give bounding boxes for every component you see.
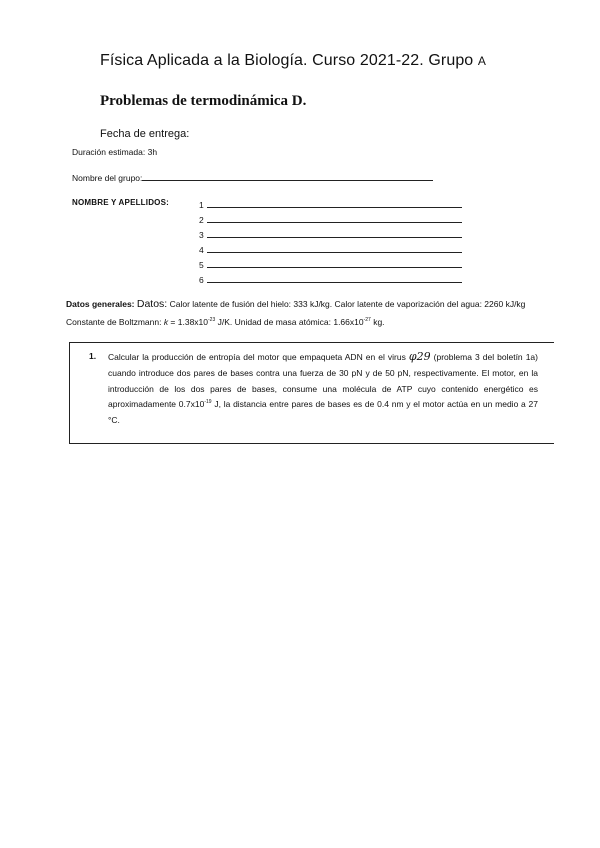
datos-text: = 1.38x10 xyxy=(168,317,208,327)
title-main: Física Aplicada a la Biología. Curso 2021-22. Grupo xyxy=(100,52,474,69)
duracion-label: Duración estimada: 3h xyxy=(72,147,158,157)
name-line[interactable] xyxy=(207,243,462,253)
name-row[interactable] xyxy=(199,258,462,270)
exponent: -19 xyxy=(204,399,212,406)
name-line[interactable] xyxy=(207,213,462,223)
group-name-label: Nombre del grupo: xyxy=(72,173,143,183)
page-title xyxy=(100,52,486,70)
phi29-symbol: φ29 xyxy=(408,350,431,363)
name-row-number: 1 xyxy=(199,200,204,210)
exponent: -27 xyxy=(363,317,371,323)
problem-text: J, la distancia entre pares de bases es de 0.4 nm y el motor actúa en un medio a 27 °C. xyxy=(108,399,539,426)
title-group: A xyxy=(477,54,486,68)
datos-text: J/K. Unidad de masa atómica: 1.66x10 xyxy=(215,317,364,327)
page-subtitle: Problemas de termodinámica D. xyxy=(100,93,307,109)
name-row-number: 6 xyxy=(199,275,204,285)
group-name-field[interactable] xyxy=(72,171,433,183)
name-line[interactable] xyxy=(207,258,462,268)
problem-statement xyxy=(108,349,538,429)
group-name-line[interactable] xyxy=(142,171,433,181)
name-row[interactable] xyxy=(199,213,462,225)
problem-text: (problema 3 del boletín 1a) cuando introduce dos pares de bases contra una fuerza de 30 pN y de 50 pN, respectivamente. El motor, en la introducción de los dos pares de bases, consume una molécula de ATP cuyo contenido energético es aproximadamente 0.7x10 xyxy=(108,352,538,410)
name-row[interactable] xyxy=(199,198,462,210)
problem-number: 1. xyxy=(89,351,97,361)
name-row-number: 4 xyxy=(199,245,204,255)
problem-text: Calcular la producción de entropía del motor que empaqueta ADN en el virus xyxy=(108,352,409,362)
name-row[interactable] xyxy=(199,243,462,255)
boltzmann-symbol: k xyxy=(163,317,169,327)
name-line[interactable] xyxy=(207,198,462,208)
datos-text: Calor latente de fusión del hielo: 333 kJ/kg. Calor latente de vaporización del agua: 2260 kJ/kg Constante de Boltzmann: xyxy=(66,299,526,327)
general-data-paragraph xyxy=(66,295,546,331)
name-row[interactable] xyxy=(199,228,462,240)
exponent: -23 xyxy=(208,317,216,323)
datos-label-2: Datos: xyxy=(136,298,168,310)
names-header: NOMBRE Y APELLIDOS: xyxy=(72,198,169,207)
datos-label: Datos generales: xyxy=(66,299,135,309)
name-row-number: 5 xyxy=(199,260,204,270)
name-row[interactable] xyxy=(199,273,462,285)
datos-text: kg. xyxy=(370,317,385,327)
name-row-number: 3 xyxy=(199,230,204,240)
fecha-entrega-label: Fecha de entrega: xyxy=(100,128,190,140)
name-line[interactable] xyxy=(207,228,462,238)
name-row-number: 2 xyxy=(199,215,204,225)
name-line[interactable] xyxy=(207,273,462,283)
